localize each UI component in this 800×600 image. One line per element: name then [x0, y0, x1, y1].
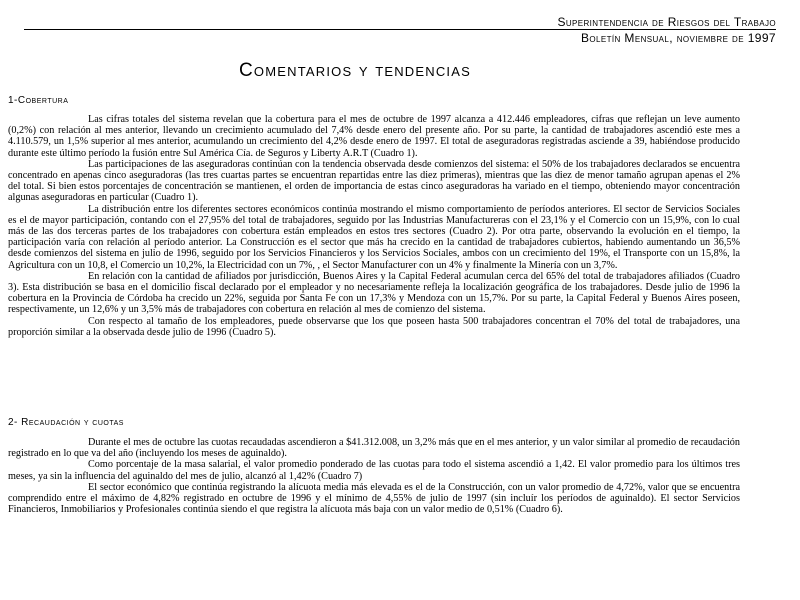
section-heading-recaudacion: 2- Recaudación y cuotas	[8, 417, 124, 428]
section-heading-cobertura: 1-Cobertura	[8, 95, 69, 106]
page-title: Comentarios y tendencias	[239, 60, 471, 81]
header-bulletin-date: Boletín Mensual, noviembre de 1997	[581, 31, 776, 45]
document-header	[557, 14, 776, 46]
header-divider	[24, 29, 776, 30]
paragraph: Como porcentaje de la masa salarial, el valor promedio ponderado de las cuotas para todo el sistema ascendió a 1,42. El valor promedio para los últimos tres meses, ya sin la influencia del aguinaldo del mes de julio, alcanzó al 1,42% (Cuadro 7)	[8, 459, 740, 482]
paragraph: Con respecto al tamaño de los empleadores, puede observarse que los que poseen hasta 500 trabajadores concentran el 70% del total de trabajadores, una proporción similar a la observada desde julio de 1996 (Cuadro 5).	[8, 315, 740, 338]
paragraph: Las cifras totales del sistema revelan que la cobertura para el mes de octubre de 1997 alcanza a 412.446 empleadores, cifras que reflejan un leve aumento (0,2%) con relación al mes anterior, llevando un crecimiento acumulado del 7,4% desde enero del presente año. Por su parte, la cantidad de trabajadores ascendió este mes a 4.110.579, un 1,5% superior al mes anterior, acumulando un crecimiento del 4,2% desde enero de 1997. El total de aseguradoras registradas asciende a 39, habiéndose producido durante este último período la fusión entre Sul América Cía. de Seguros y Liberty A.R.T (Cuadro 1).	[8, 114, 740, 159]
paragraph: La distribución entre los diferentes sectores económicos continúa mostrando el mismo comportamiento de períodos anteriores. El sector de Servicios Sociales es el de mayor participación, contando con el 27,95% del total de trabajadores, seguido por las Industrias Manufactureras con el 23,1% y el Comercio con un 15,9%, con lo cual más de las dos terceras partes de los trabajadores con cobertura están empleados en estos tres sectores (Cuadro 2). Por otra parte, observando la evolución en el tiempo, la participación varía con relación al período anterior. La Construcción es el sector que más ha crecido en la cantidad de trabajadores cubiertos, habiendo aumentando un 36,5% desde comienzos del sistema en julio de 1996, seguido por los Servicios Financieros y los Servicios Sociales, ambos con un crecimiento del 19%, el Transporte con un 15,8%, la Agricultura con un 10,8, el Comercio un 10,2%, la Electricidad con un 7%, , el Sector Manufacturer con un 4% y finalmente la Minería con un 3,7%.	[8, 203, 740, 271]
paragraph: Las participaciones de las aseguradoras continúan con la tendencia observada desde comienzos del sistema: el 50% de los trabajadores declarados se encuentra concentrado en apenas cinco aseguradoras (las tres cuartas partes se encuentran repartidas entre las diez primeras), mientras que las diez de menor tamaño agrupan apenas el 2% del total. Si bien estos porcentajes de concentración se mantienen, el orden de importancia de estas cinco aseguradoras ha variado en el tiempo, obteniendo mayor concentración algunas aseguradoras en particular (Cuadro 1).	[8, 158, 740, 204]
section-body-recaudacion	[8, 437, 740, 515]
paragraph: Durante el mes de octubre las cuotas recaudadas ascendieron a $41.312.008, un 3,2% más que en el mes anterior, y un valor similar al promedio de recaudación registrado en lo que va del año (incluyendo los meses de aguinaldo).	[8, 437, 740, 460]
paragraph: En relación con la cantidad de afiliados por jurisdicción, Buenos Aires y la Capital Federal acumulan cerca del 65% del total de trabajadores afiliados (Cuadro 3). Esta distribución se basa en el domicilio fiscal declarado por el empleador y no necesariamente refleja la localización geográfica de los trabajadores. Desde julio de 1996 la cobertura en la Provincia de Córdoba ha crecido un 22%, seguida por Santa Fe con un 17,3% y Mendoza con un 15,7%. Por su parte, la Capital Federal y Buenos Aires poseen, respectivamente, un 12,6% y un 3,5% más de trabajadores con cobertura en relación al mes de comienzo del sistema.	[8, 270, 740, 316]
header-organization: Superintendencia de Riesgos del Trabajo	[557, 15, 776, 29]
paragraph: El sector económico que continúa registrando la alícuota media más elevada es el de la Construcción, con un valor promedio de 4,72%, valor que se encuentra comprendido entre el máximo de 4,82% registrado en octubre de 1996 y el mínimo de 4,55% de julio de 1997 (sin incluír los períodos de aguinaldo). El sector Servicios Financieros, Inmobiliarios y Profesionales continúa siendo el que registra la alícuota más baja con un valor medio de 0,51% (Cuadro 6).	[8, 481, 740, 516]
section-body-cobertura	[8, 114, 740, 338]
